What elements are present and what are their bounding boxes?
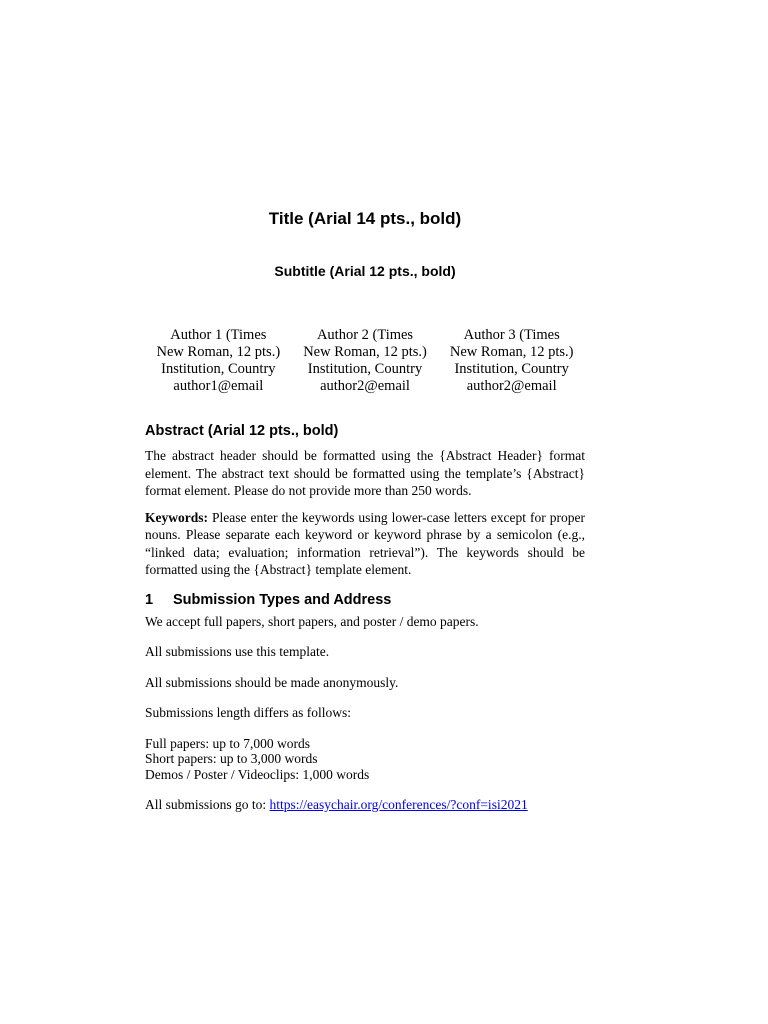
paragraph: We accept full papers, short papers, and poster / demo papers. bbox=[145, 613, 479, 629]
submission-link[interactable]: https://easychair.org/conferences/?conf=isi2021 bbox=[269, 797, 528, 812]
author-email: author1@email bbox=[173, 378, 264, 394]
author-block bbox=[145, 327, 585, 395]
keywords-paragraph bbox=[145, 509, 585, 579]
author-affiliation: Institution, Country bbox=[161, 361, 276, 377]
author-email: author2@email bbox=[466, 378, 557, 394]
author-2 bbox=[292, 327, 439, 395]
section-title: Submission Types and Address bbox=[173, 591, 392, 608]
paragraph: All submissions use this template. bbox=[145, 644, 330, 659]
paragraph: All submissions should be made anonymously. bbox=[145, 674, 399, 690]
author-affiliation: Institution, Country bbox=[454, 361, 569, 377]
paper-title: Title (Arial 14 pts., bold) bbox=[268, 209, 462, 228]
author-name: Author 3 (Times bbox=[463, 327, 560, 343]
paper-subtitle: Subtitle (Arial 12 pts., bold) bbox=[274, 263, 456, 279]
author-name-cont: New Roman, 12 pts.) bbox=[449, 344, 574, 360]
author-email: author2@email bbox=[320, 378, 410, 394]
submission-prefix: All submissions go to: bbox=[145, 797, 270, 812]
section-number: 1 bbox=[145, 591, 154, 608]
list-item: Short papers: up to 3,000 words bbox=[145, 751, 318, 766]
keywords-text: Please enter the keywords using lower-case letters except for proper nouns. Please separate each keyword or keyword phrase by a semicolon (e.g., “linked data; evaluation; information retrieval”). The keywords should be formatted using the {Abstract} template element. bbox=[145, 509, 585, 577]
author-3 bbox=[438, 327, 585, 395]
author-name-cont: New Roman, 12 pts.) bbox=[303, 344, 427, 360]
submission-paragraph bbox=[145, 797, 585, 813]
author-name: Author 1 (Times bbox=[170, 327, 267, 343]
list-item: Full papers: up to 7,000 words bbox=[145, 735, 310, 751]
list-item: Demos / Poster / Videoclips: 1,000 words bbox=[145, 766, 370, 782]
author-name: Author 2 (Times bbox=[316, 327, 414, 343]
abstract-text: The abstract header should be formatted using the {Abstract Header} format element. The abstract text should be formatted using the template’s {Abstract} format element. Please do not provide more than 250 words. bbox=[145, 448, 585, 498]
author-affiliation: Institution, Country bbox=[307, 361, 423, 377]
paragraph: Submissions length differs as follows: bbox=[145, 705, 352, 720]
abstract-heading: Abstract (Arial 12 pts., bold) bbox=[145, 423, 339, 439]
keywords-label: Keywords: bbox=[145, 509, 208, 525]
paper-body bbox=[145, 423, 585, 813]
section-heading bbox=[145, 592, 585, 608]
author-1 bbox=[145, 327, 292, 395]
author-name-cont: New Roman, 12 pts.) bbox=[156, 344, 281, 360]
